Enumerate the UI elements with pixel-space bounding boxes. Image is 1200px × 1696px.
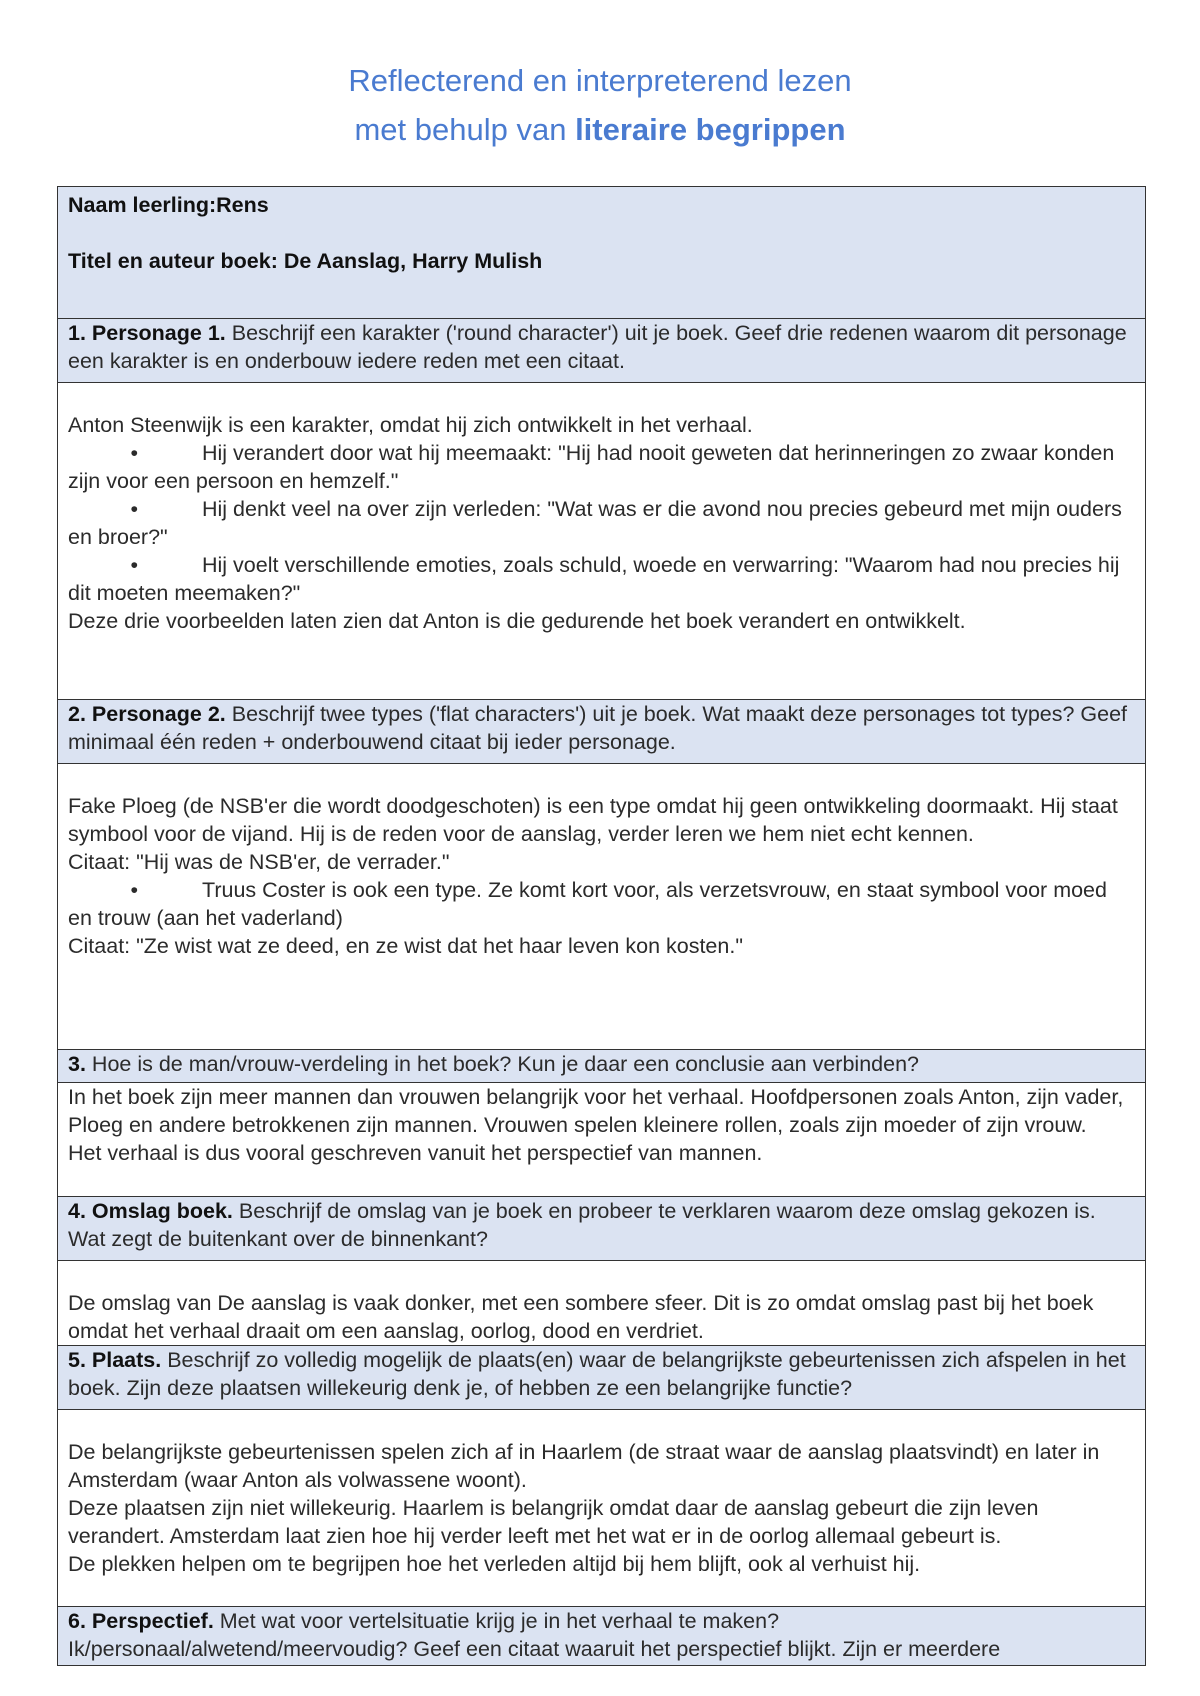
bullet-icon: • bbox=[130, 553, 138, 577]
question-text-4: Beschrijf de omslag van je boek en probeer te verklaren waarom deze omslag gekozen is. Wat zegt de buitenkant over de binnenkant? bbox=[68, 1199, 1096, 1251]
question-row-6 bbox=[58, 1607, 1146, 1666]
page-title bbox=[0, 56, 1200, 154]
question-6-line-1 bbox=[68, 1607, 1135, 1635]
answer-5-para-3: De plekken helpen om te begrijpen hoe het verleden altijd bij hem blijft, ook al verhuist hij. bbox=[68, 1552, 921, 1576]
worksheet-table bbox=[57, 186, 1146, 1666]
question-text-1: Beschrijf een karakter ('round character') uit je boek. Geef drie redenen waarom dit personage een karakter is en onderbouw iedere reden met een citaat. bbox=[68, 321, 1127, 373]
answer-5-para-1: De belangrijkste gebeurtenissen spelen zich af in Haarlem (de straat waar de aanslag plaatsvindt) en later in Amsterdam (waar Anton als volwassene woont). bbox=[68, 1440, 1100, 1492]
book-title-author: Titel en auteur boek: De Aanslag, Harry Mulish bbox=[68, 249, 543, 273]
question-cell-5 bbox=[58, 1346, 1146, 1410]
question-row-1 bbox=[58, 319, 1146, 383]
spacer bbox=[68, 219, 1135, 247]
answer-cell-3 bbox=[58, 1083, 1146, 1197]
answer-1-bullet-1-text: Hij verandert door wat hij meemaakt: "Hij had nooit geweten dat herinneringen zo zwaar konden zijn voor een persoon en hemzelf." bbox=[68, 441, 1115, 493]
answer-cell-1 bbox=[58, 383, 1146, 700]
question-row-2 bbox=[58, 700, 1146, 764]
answer-3-para-1: In het boek zijn meer mannen dan vrouwen belangrijk voor het verhaal. Hoofdpersonen zoals Anton, zijn vader, Ploeg en andere betrokkenen zijn mannen. Vrouwen spelen kleinere rollen, zoals zijn moeder of zijn vrouw. bbox=[68, 1085, 1124, 1137]
answer-2-bullet bbox=[68, 876, 1135, 932]
answer-1-bullet-2-text: Hij denkt veel na over zijn verleden: "Wat was er die avond nou precies gebeurd met mijn ouders en broer?" bbox=[68, 497, 1122, 549]
answer-2-para-1: Fake Ploeg (de NSB'er die wordt doodgeschoten) is een type omdat hij geen ontwikkeling doormaakt. Hij staat symbool voor de vijand. Hij is de reden voor de aanslag, verder leren we hem niet echt kennen. bbox=[68, 794, 1118, 846]
question-6-line-2: Ik/personaal/alwetend/meervoudig? Geef een citaat waaruit het perspectief blijkt. Zijn er meerdere bbox=[68, 1637, 1001, 1661]
answer-row-2 bbox=[58, 764, 1146, 1050]
answer-1-intro: Anton Steenwijk is een karakter, omdat hij zich ontwikkelt in het verhaal. bbox=[68, 413, 753, 437]
question-heading-1: 1. Personage 1. bbox=[68, 321, 226, 345]
answer-5-para-2: Deze plaatsen zijn niet willekeurig. Haarlem is belangrijk omdat daar de aanslag gebeurt die zijn leven verandert. Amsterdam laat zien hoe hij verder leeft met het wat er in de oorlog allemaal gebeurt is. bbox=[68, 1496, 1039, 1548]
question-cell-3 bbox=[58, 1050, 1146, 1083]
title-line-2-prefix: met behulp van bbox=[354, 112, 576, 147]
question-row-4 bbox=[58, 1197, 1146, 1261]
answer-3-para-2: Het verhaal is dus vooral geschreven vanuit het perspectief van mannen. bbox=[68, 1141, 763, 1165]
answer-cell-2 bbox=[58, 764, 1146, 1050]
bullet-icon: • bbox=[130, 441, 138, 465]
question-text-5: Beschrijf zo volledig mogelijk de plaats(en) waar de belangrijkste gebeurtenissen zich afspelen in het boek. Zijn deze plaatsen willekeurig denk je, of hebben ze een belangrijke functie? bbox=[68, 1348, 1126, 1400]
question-text-3: Hoe is de man/vrouw-verdeling in het boek? Kun je daar een conclusie aan verbinden? bbox=[85, 1052, 919, 1076]
bullet-icon: • bbox=[130, 878, 138, 902]
answer-1-bullet-1 bbox=[68, 439, 1135, 495]
bullet-icon: • bbox=[130, 497, 138, 521]
question-text-2: Beschrijf twee types ('flat characters') uit je boek. Wat maakt deze personages tot types? Geef minimaal één reden + onderbouwend citaat bij ieder personage. bbox=[68, 702, 1128, 754]
question-heading-2: 2. Personage 2. bbox=[68, 702, 226, 726]
answer-row-3 bbox=[58, 1083, 1146, 1197]
student-info-cell bbox=[58, 187, 1146, 319]
question-heading-5: 5. Plaats. bbox=[68, 1348, 162, 1372]
title-line-2-bold: literaire begrippen bbox=[575, 112, 846, 147]
question-row-3 bbox=[58, 1050, 1146, 1083]
answer-2-bullet-text: Truus Coster is ook een type. Ze komt kort voor, als verzetsvrouw, en staat symbool voor moed en trouw (aan het vaderland) bbox=[68, 878, 1107, 930]
answer-1-bullet-3-text: Hij voelt verschillende emoties, zoals schuld, woede en verwarring: "Waarom had nou precies hij dit moeten meemaken?" bbox=[68, 553, 1120, 605]
question-row-5 bbox=[58, 1346, 1146, 1410]
student-info-row bbox=[58, 187, 1146, 319]
answer-1-bullet-3 bbox=[68, 551, 1135, 607]
answer-2-quote-2: Citaat: "Ze wist wat ze deed, en ze wist dat het haar leven kon kosten." bbox=[68, 934, 743, 958]
student-name: Naam leerling:Rens bbox=[68, 193, 269, 217]
question-cell-2 bbox=[58, 700, 1146, 764]
answer-row-1 bbox=[58, 383, 1146, 700]
answer-row-4 bbox=[58, 1261, 1146, 1346]
question-heading-4: 4. Omslag boek. bbox=[68, 1199, 233, 1223]
answer-4-text: De omslag van De aanslag is vaak donker, met een sombere sfeer. Dit is zo omdat omslag past bij het boek omdat het verhaal draait om een aanslag, oorlog, dood en verdriet. bbox=[68, 1291, 1094, 1343]
answer-row-5 bbox=[58, 1410, 1146, 1607]
title-line-2 bbox=[0, 105, 1200, 154]
answer-1-outro: Deze drie voorbeelden laten zien dat Anton is die gedurende het boek verandert en ontwikkelt. bbox=[68, 609, 966, 633]
question-heading-3: 3. bbox=[68, 1052, 86, 1076]
answer-1-bullet-2 bbox=[68, 495, 1135, 551]
question-heading-6: 6. Perspectief. bbox=[68, 1609, 214, 1633]
question-cell-6 bbox=[58, 1607, 1146, 1666]
question-text-6: Met wat voor vertelsituatie krijg je in het verhaal te maken? bbox=[213, 1609, 780, 1633]
answer-cell-4 bbox=[58, 1261, 1146, 1346]
answer-2-quote-1: Citaat: "Hij was de NSB'er, de verrader." bbox=[68, 850, 450, 874]
question-cell-1 bbox=[58, 319, 1146, 383]
answer-cell-5 bbox=[58, 1410, 1146, 1607]
title-line-1: Reflecterend en interpreterend lezen bbox=[348, 63, 852, 98]
question-cell-4 bbox=[58, 1197, 1146, 1261]
